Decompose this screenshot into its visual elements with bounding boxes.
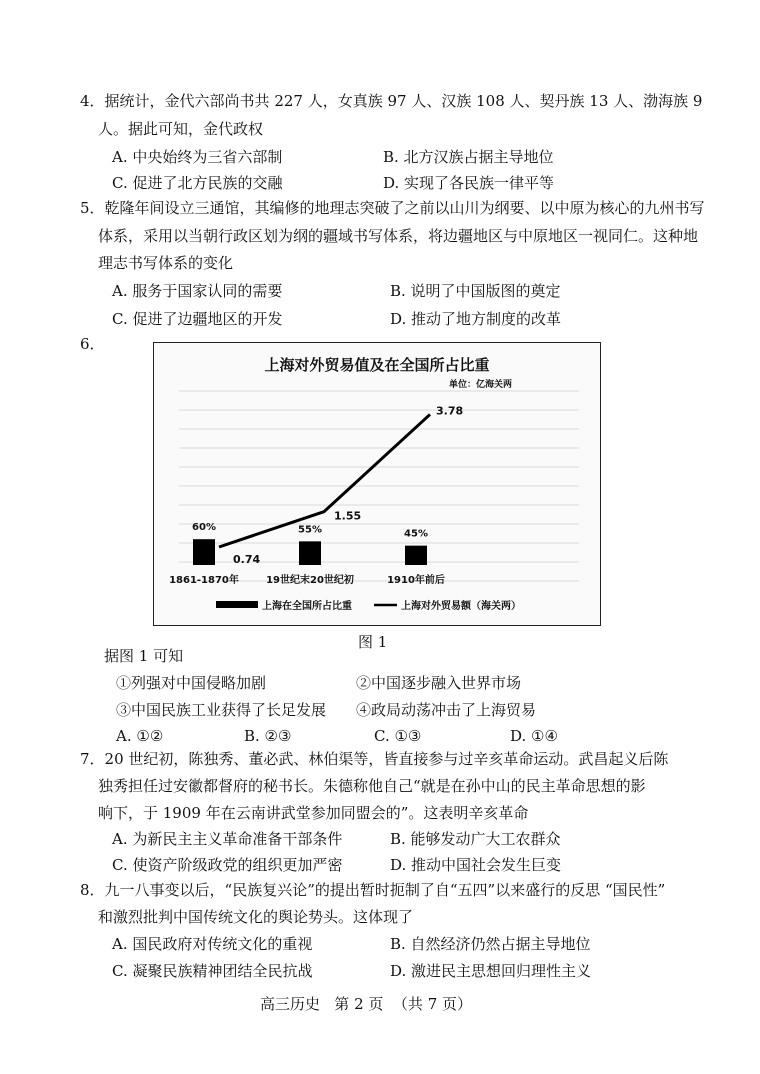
q6-statement-1: ①列强对中国侵略加剧	[116, 674, 267, 692]
q7-stem-line-1: 7．20 世纪初，陈独秀、董必武、林伯渠等，皆直接参与过辛亥革命运动。武昌起义后陈	[80, 750, 669, 768]
chart-line-label: 1.55	[334, 509, 362, 523]
q5-stem-line-2: 体系，采用以当朝行政区划为纲的疆域书写体系，将边疆地区与中原地区一视同仁。这种地	[98, 227, 699, 245]
chart-line-label: 0.74	[233, 553, 261, 566]
q8-stem-line-1: 8．九一八事变以后，“民族复兴论”的提出暂时扼制了自“五四”以来盛行的反思 “国民性”	[80, 881, 666, 899]
q6-number: 6．	[80, 335, 105, 353]
q6-lead: 据图 1 可知	[104, 647, 184, 665]
q7-option-c: C. 使资产阶级政党的组织更加严密	[112, 856, 343, 874]
trade-chart-svg	[154, 343, 600, 625]
q7-stem-line-3: 响下，于 1909 年在云南讲武堂参加同盟会的”。这表明辛亥革命	[98, 804, 529, 822]
q6-option-b: B. ②③	[244, 727, 292, 745]
q4-option-d: D. 实现了各民族一律平等	[383, 174, 555, 192]
chart-bar	[299, 541, 321, 565]
q8-option-d: D. 激进民主思想回归理性主义	[390, 962, 592, 980]
q5-stem-line-1: 5．乾隆年间设立三通馆，其编修的地理志突破了之前以山川为纲要、以中原为核心的九州书写	[80, 199, 705, 217]
q6-option-c: C. ①③	[374, 727, 422, 745]
q4-option-a: A. 中央始终为三省六部制	[112, 148, 283, 166]
q6-statement-3: ③中国民族工业获得了长足发展	[116, 701, 327, 719]
chart-category-label: 1861-1870年	[169, 575, 239, 586]
chart-unit-note: 单位：亿海关两	[449, 380, 513, 390]
q6-option-a: A. ①②	[116, 727, 164, 745]
q5-option-c: C. 促进了边疆地区的开发	[112, 310, 283, 328]
q8-option-c: C. 凝聚民族精神团结全民抗战	[112, 962, 313, 980]
chart-category-label: 1910年前后	[387, 575, 445, 586]
page-footer: 高三历史 第 2 页 （共 7 页）	[260, 995, 473, 1013]
trade-chart	[153, 342, 601, 626]
q6-option-d: D. ①④	[510, 727, 558, 745]
q5-option-a: A. 服务于国家认同的需要	[112, 282, 283, 300]
q7-option-b: B. 能够发动广大工农群众	[390, 830, 561, 848]
chart-category-label: 19世纪末20世纪初	[266, 575, 354, 586]
chart-bar-label: 55%	[298, 524, 322, 536]
q8-stem-line-2: 和激烈批判中国传统文化的舆论势头。这体现了	[98, 908, 414, 926]
legend-line-label: 上海对外贸易额（海关两）	[401, 601, 521, 612]
legend-bar-swatch	[216, 601, 258, 608]
q8-option-b: B. 自然经济仍然占据主导地位	[390, 935, 591, 953]
q5-option-d: D. 推动了地方制度的改革	[390, 310, 562, 328]
chart-title: 上海对外贸易值及在全国所占比重	[264, 356, 490, 374]
q8-option-a: A. 国民政府对传统文化的重视	[112, 935, 313, 953]
q4-option-c: C. 促进了北方民族的交融	[112, 174, 283, 192]
q4-stem-line-2: 人。据此可知，金代政权	[98, 120, 264, 138]
q4-stem-line-1: 4．据统计，金代六部尚书共 227 人，女真族 97 人、汉族 108 人、契丹族 13 人、渤海族 9	[80, 92, 703, 110]
chart-line-label: 3.78	[436, 404, 464, 418]
chart-series-line	[219, 414, 430, 547]
q6-statement-2: ②中国逐步融入世界市场	[356, 674, 522, 692]
chart-bar-label: 45%	[404, 528, 428, 540]
chart-bar	[193, 539, 215, 565]
figure-caption: 图 1	[358, 633, 388, 651]
chart-bar	[405, 546, 427, 565]
legend-bar-label: 上海在全国所占比重	[262, 601, 352, 612]
q4-option-b: B. 北方汉族占据主导地位	[383, 148, 554, 166]
q7-stem-line-2: 独秀担任过安徽都督府的秘书长。朱德称他自己“就是在孙中山的民主革命思想的影	[98, 777, 646, 795]
q5-stem-line-3: 理志书写体系的变化	[98, 254, 234, 272]
q7-option-a: A. 为新民主主义革命准备干部条件	[112, 830, 343, 848]
q6-statement-4: ④政局动荡冲击了上海贸易	[356, 701, 537, 719]
chart-bar-label: 60%	[192, 522, 216, 534]
q7-option-d: D. 推动中国社会发生巨变	[390, 856, 562, 874]
q5-option-b: B. 说明了中国版图的奠定	[390, 282, 561, 300]
